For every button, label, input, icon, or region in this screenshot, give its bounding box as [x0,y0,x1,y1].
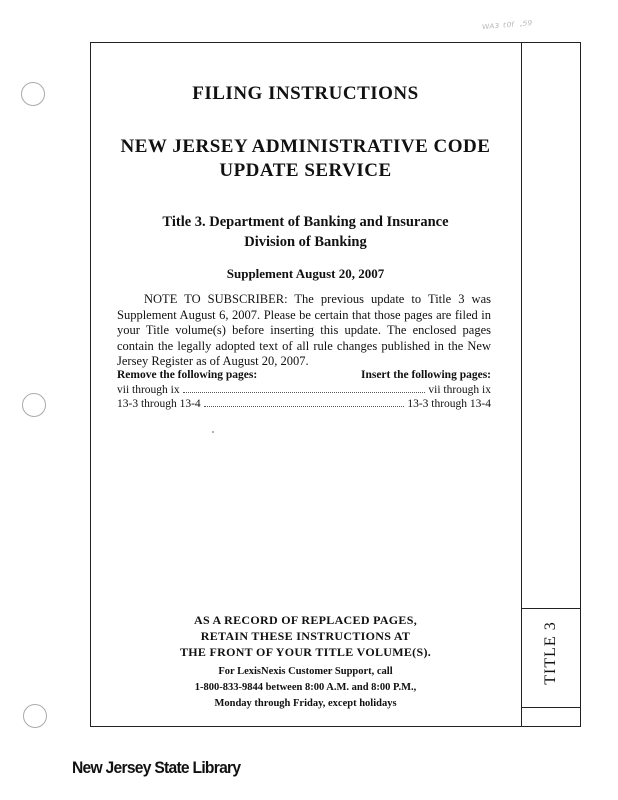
support-line3: Monday through Friday, except holidays [214,698,397,709]
punch-hole-bottom [23,704,47,728]
subject-title: Title 3. Department of Banking and Insurance [162,214,449,230]
punch-hole-middle [22,393,46,417]
pages-table [117,369,491,411]
filing-instructions-title: FILING INSTRUCTIONS [192,83,419,104]
record-line1: AS A RECORD OF REPLACED PAGES, [193,613,418,627]
insert-pages: vii through ix [428,384,491,396]
subject-heading [90,212,521,252]
subscriber-note: NOTE TO SUBSCRIBER: The previous update to Title 3 was Supplement August 6, 2007. Please be certain that those pages are filed in your Title volume(s) before inserting this update. The enclosed pages contain the legally adopted text of all rule changes published in the New Jersey Register as of August 20, 2007. [117,292,491,368]
record-line3: THE FRONT OF YOUR TITLE VOLUME(S). [179,645,432,659]
code-title [90,135,521,183]
subject-division: Division of Banking [244,234,367,250]
insert-header: Insert the following pages: [360,369,491,381]
table-row [117,383,491,397]
leader-dots [204,406,405,407]
record-line2: RETAIN THESE INSTRUCTIONS AT [200,629,411,643]
remove-header: Remove the following pages: [117,369,258,381]
record-notice [90,612,521,660]
supplement-date: Supplement August 20, 2007 [226,266,385,281]
handwritten-mark: ᵂᴬ³ ᵗ⁰ᶠ ·⁵⁹ [481,17,533,37]
scan-speck [212,431,214,433]
customer-support [90,664,521,712]
pages-table-header [117,369,491,381]
remove-pages: 13-3 through 13-4 [117,398,201,410]
code-title-line1: NEW JERSEY ADMINISTRATIVE CODE [120,136,491,157]
insert-pages: 13-3 through 13-4 [407,398,491,410]
table-row [117,397,491,411]
support-line1: For LexisNexis Customer Support, call [218,666,393,677]
code-title-line2: UPDATE SERVICE [219,160,392,181]
punch-hole-top [21,82,45,106]
support-line2: 1-800-833-9844 between 8:00 A.M. and 8:00 P.M., [194,682,417,693]
title-tab-label: TITLE 3 [542,621,559,685]
library-stamp: New Jersey State Library [72,758,241,777]
remove-pages: vii through ix [117,384,180,396]
leader-dots [183,392,426,393]
